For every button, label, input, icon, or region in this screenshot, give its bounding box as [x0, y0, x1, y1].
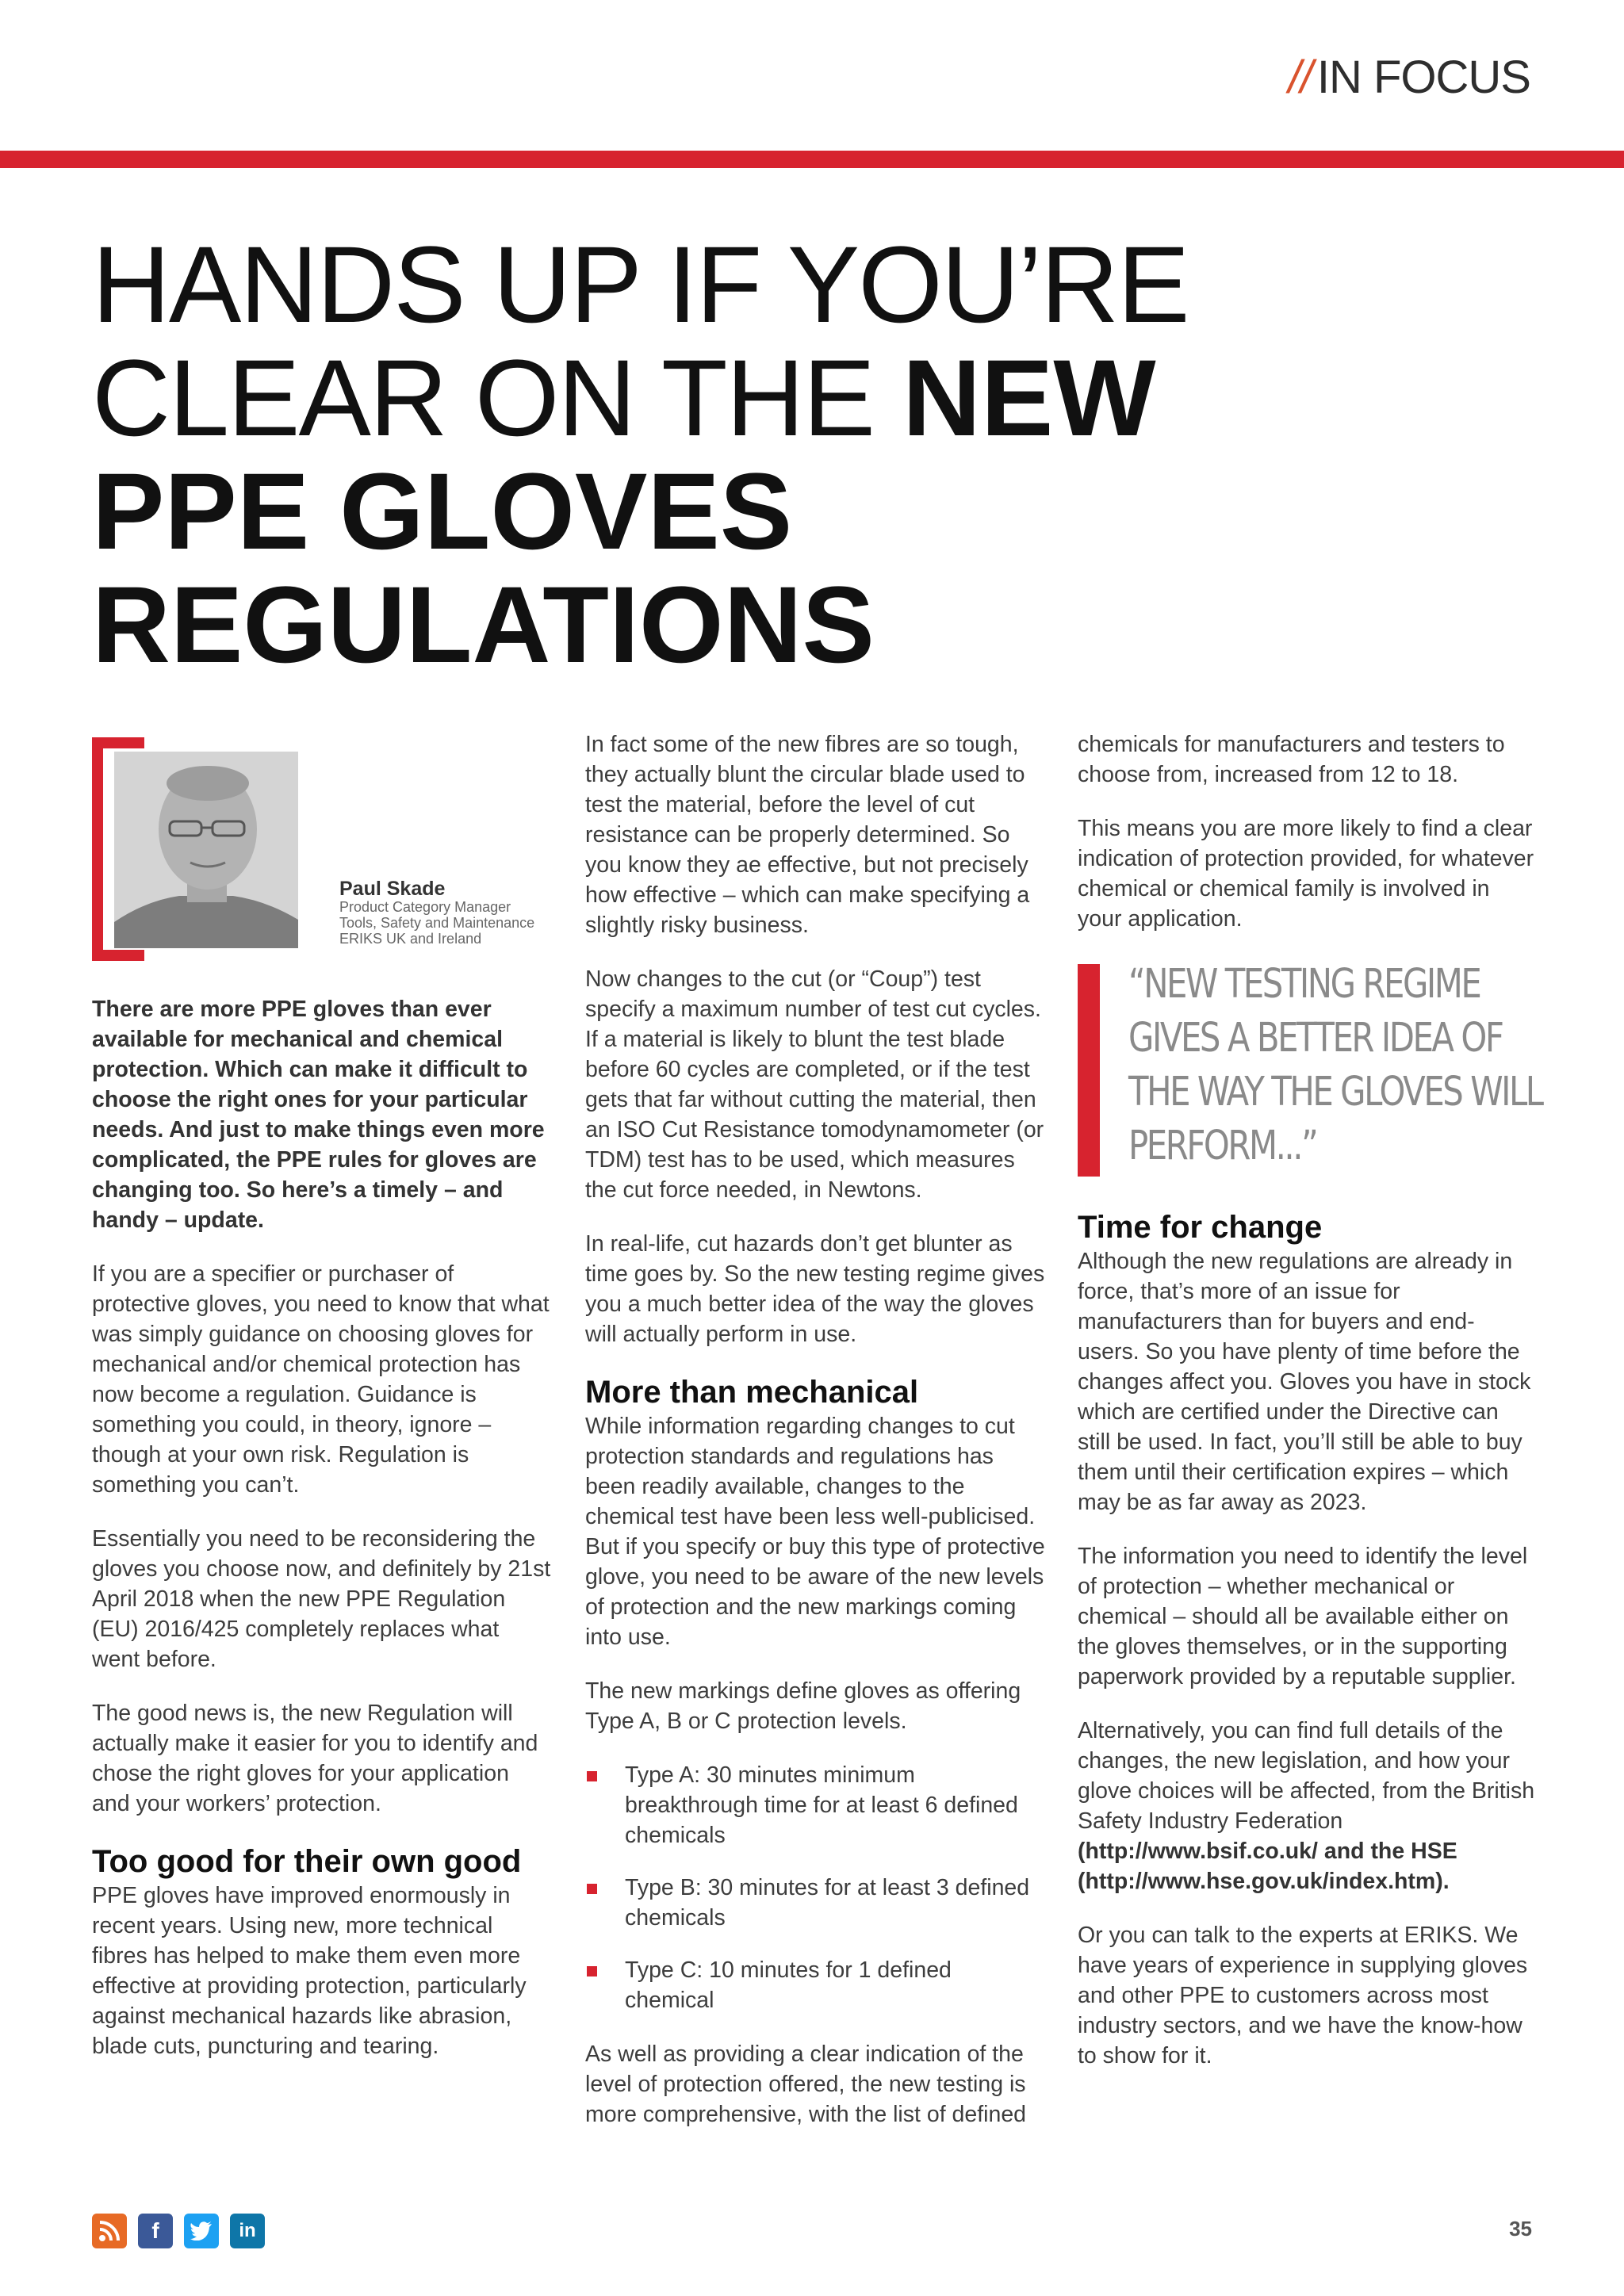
- paragraph: Essentially you need to be reconsidering the gloves you choose now, and definitely by 21st April 2018 when the new PPE Regulation (EU) 2016/425 completely replaces what went before.: [92, 1526, 551, 1672]
- paragraph-links: [1078, 1716, 1536, 1896]
- headline-line1: HANDS UP IF YOU’RE: [92, 224, 1189, 346]
- headline-line2-light: CLEAR ON THE: [92, 338, 903, 459]
- paragraph: As well as providing a clear indication of the level of protection offered, the new testing is more comprehensive, with the list of defined: [585, 2042, 1027, 2127]
- paragraph: The good news is, the new Regulation will actually make it easier for you to identify and chose the right gloves for your application and your workers’ protection.: [92, 1701, 538, 1816]
- section-slashes: //: [1288, 52, 1312, 103]
- list-item: Type B: 30 minutes for at least 3 defined chemicals: [585, 1873, 1047, 1933]
- paragraph: The information you need to identify the level of protection – whether mechanical or chemical – should all be available either on the gloves themselves, or in the supporting paperwork provided by a reputable supplier.: [1078, 1544, 1528, 1689]
- list-item: Type A: 30 minutes minimum breakthrough time for at least 6 defined chemicals: [585, 1760, 1047, 1850]
- paragraph: The new markings define gloves as offering Type A, B or C protection levels.: [585, 1678, 1021, 1734]
- facebook-icon[interactable]: f: [138, 2214, 173, 2248]
- column-2: [585, 729, 1047, 2153]
- pull-quote-text: “NEW TESTING REGIME GIVES A BETTER IDEA OF THE WAY THE GLOVES WILL PERFORM...”: [1128, 961, 1542, 1169]
- article-headline: [92, 224, 1234, 686]
- list-item: Type C: 10 minutes for 1 defined chemical: [585, 1955, 1047, 2015]
- section-name: IN FOCUS: [1316, 52, 1530, 103]
- header-rule: [0, 151, 1624, 168]
- paragraph: PPE gloves have improved enormously in recent years. Using new, more technical fibres has helped to make them even more effective at providing protection, particularly against mechanical hazards like abrasion, blade cuts, puncturing and tearing.: [92, 1883, 527, 2059]
- hse-link[interactable]: (http://www.hse.gov.uk/index.htm).: [1078, 1869, 1450, 1894]
- author-role-dept: Tools, Safety and Maintenance: [339, 915, 535, 931]
- pull-quote: [1078, 958, 1542, 1173]
- link-connector: and the HSE: [1317, 1839, 1457, 1864]
- paragraph: Although the new regulations are already in force, that’s more of an issue for manufacturers than for buyers and end-users. So you have plenty of time before the changes affect you. Gloves you have in stock which are certified under the Directive can still be used. In fact, you’ll still be able to buy them until their certification expires – which may be as far away as 2023.: [1078, 1249, 1531, 1515]
- bsif-link[interactable]: (http://www.bsif.co.uk/: [1078, 1839, 1318, 1864]
- author-role: [339, 899, 569, 947]
- person-icon: [114, 752, 298, 948]
- twitter-icon[interactable]: [184, 2214, 219, 2248]
- paragraph: chemicals for manufacturers and testers to choose from, increased from 12 to 18.: [1078, 732, 1505, 787]
- author-name: Paul Skade: [339, 878, 446, 900]
- paragraph: In real-life, cut hazards don’t get blunter as time goes by. So the new testing regime gives you a much better idea of the way the gloves will actually perform in use.: [585, 1231, 1045, 1347]
- section-label: [1289, 51, 1530, 104]
- headline-line3: PPE GLOVES: [92, 451, 793, 572]
- rss-icon[interactable]: [92, 2214, 127, 2248]
- headline-line4: REGULATIONS: [92, 564, 875, 686]
- paragraph: Now changes to the cut (or “Coup”) test specify a maximum number of test cut cycles. If a material is likely to blunt the test blade before 60 cycles are completed, or if the test gets that far without cutting the material, then an ISO Cut Resistance tomodynamometer (or TDM) test has to be used, which measures the cut force needed, in Newtons.: [585, 966, 1044, 1203]
- headline-line2-bold: NEW: [902, 338, 1156, 459]
- intro-paragraph: There are more PPE gloves than ever available for mechanical and chemical protection. Which can make it difficult to choose the right ones for your particular needs. And just to make things even more complicated, the PPE rules for gloves are changing too. So here’s a timely – and handy – update.: [92, 997, 545, 1233]
- page-number: 35: [1509, 2217, 1532, 2241]
- pull-quote-bar: [1078, 964, 1100, 1177]
- subheading-too-good: Too good for their own good: [92, 1844, 522, 1879]
- author-role-title: Product Category Manager: [339, 899, 511, 915]
- author-block: [92, 729, 552, 959]
- paragraph: Or you can talk to the experts at ERIKS. We have years of experience in supplying gloves and other PPE to customers across most industry sectors, and we have the know-how to show for it.: [1078, 1923, 1528, 2068]
- column-3: [1078, 729, 1542, 2095]
- subheading-more-than-mechanical: More than mechanical: [585, 1375, 919, 1410]
- subheading-time-for-change: Time for change: [1078, 1210, 1323, 1245]
- author-role-company: ERIKS UK and Ireland: [339, 931, 482, 947]
- column-1: [92, 729, 552, 2085]
- paragraph: In fact some of the new fibres are so tough, they actually blunt the circular blade used to test the material, before the level of cut resistance can be properly determined. So you know they ae effective, but not precisely how effective – which can make specifying a slightly risky business.: [585, 732, 1030, 938]
- protection-type-list: [585, 1760, 1047, 2015]
- author-photo: [114, 752, 298, 948]
- social-icons: [92, 2214, 265, 2248]
- paragraph-text: Alternatively, you can find full details of the changes, the new legislation, and how your glove choices will be affected, from the British Safety Industry Federation: [1078, 1718, 1535, 1834]
- paragraph: If you are a specifier or purchaser of protective gloves, you need to know that what was simply guidance on choosing gloves for mechanical and/or chemical protection has now become a regulation. Guidance is something you could, in theory, ignore – though at your own risk. Regulation is something you can’t.: [92, 1261, 550, 1498]
- linkedin-icon[interactable]: in: [230, 2214, 265, 2248]
- paragraph: While information regarding changes to cut protection standards and regulations has been readily available, changes to the chemical test have been less well-publicised. But if you specify or buy this type of protective glove, you need to be aware of the new levels of protection and the new markings coming into use.: [585, 1414, 1045, 1650]
- paragraph: This means you are more likely to find a clear indication of protection provided, for whatever chemical or chemical family is involved in your application.: [1078, 816, 1534, 932]
